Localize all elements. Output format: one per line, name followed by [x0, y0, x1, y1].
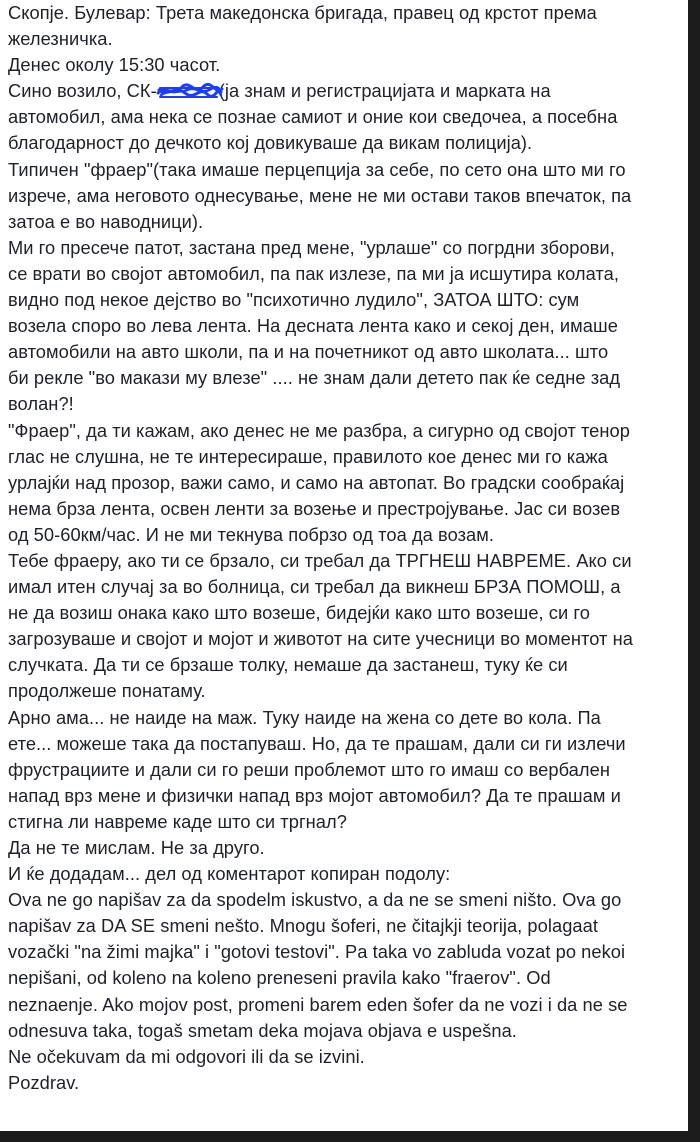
post-line: се врати во својот автомобил, па пак излезе, па ми ја исшутира колата,	[8, 262, 619, 284]
post-line-prefix: Сино возило, СК-	[8, 80, 157, 102]
post-line: затоа е во наводници).	[8, 210, 204, 232]
post-line: ете... можеше така да постапуваш. Но, да те прашам, дали си ги излечи	[8, 732, 626, 754]
post-line: Ми го пресече патот, застана пред мене, "урлаше" со погрдни зборови,	[8, 236, 615, 258]
post-line: Скопје. Булевар: Трета македонска бригада, правец од крстот према	[8, 2, 597, 23]
post-line: Денес околу 15:30 часот.	[8, 54, 221, 76]
post-text	[8, 0, 686, 1096]
post-line: изрече, ама неговото однесување, мене не ми остави таков впечаток, па	[8, 184, 632, 206]
post-line: nepišani, od koleno na koleno preneseni pravila kako "fraerov". Od	[8, 967, 551, 989]
post-line: возела споро во лева лента. На десната лента како и секој ден, имаше	[8, 315, 618, 337]
post-line: Да не те мислам. Не за друго.	[8, 837, 265, 858]
post-line: фрустрациите и дали си го реши проблемот што го имаш со вербален	[8, 758, 610, 780]
post-line: благодарност до дечкото кој довикуваше да викам полиција).	[8, 132, 533, 154]
frame-right-edge	[688, 0, 700, 1142]
post-line: odnesuva taka, togaš smetam deka mojava objava e uspešna.	[8, 1019, 517, 1041]
post-line: продолжеше понатаму.	[8, 680, 206, 702]
post-line: napišav za DA SE smeni nešto. Mnogu šoferi, ne čitajkji teorija, polagaat	[8, 915, 598, 937]
post-line: нема брза лента, освен ленти за возење и престројување. Јас си возев	[8, 497, 621, 519]
post-line: Тебе фраеру, ако ти се брзало, си требал да ТРГНЕШ НАВРЕМЕ. Ако си	[8, 549, 632, 571]
post-line: neznaenje. Ako mojov post, promeni barem eden šofer da ne vozi i da ne se	[8, 993, 628, 1015]
post-line-redacted	[8, 78, 686, 104]
post-line: би рекле "во макази му влезе" .... не знам дали детето пак ќе седне зад	[8, 367, 621, 389]
post-line: урлајќи над прозор, важи само, и само на автопат. Во градски сообраќај	[8, 471, 625, 493]
post-line: Арно ама... не наиде на маж. Туку наиде на жена со дете во кола. Па	[8, 706, 601, 728]
post-line: имал итен случај за во болница, си требал да викнеш БРЗА ПОМОШ, а	[8, 576, 621, 598]
post-line: видно под некое дејство во "психотично лудило", ЗАТОА ШТО: сум	[8, 289, 580, 311]
post-line: случката. Да ти се брзаше толку, немаше да застанеш, туку ќе си	[8, 654, 568, 676]
post-line: Pozdrav.	[8, 1071, 80, 1093]
post-line-suffix: (ја знам и регистрацијата и марката на	[218, 80, 551, 102]
post-line: Ne očekuvam da mi odgovori ili da se izvini.	[8, 1045, 365, 1067]
post-line: vozački "na žimi majka" i "gotovi testovi". Pa taka vo zabluda vozat po nekoi	[8, 941, 626, 963]
post-line: автомобил, ама нека се познае самиот и оние кои сведочеа, а посебна	[8, 106, 618, 128]
post-line: Ova ne go napišav za da spodelm iskustvo, a da ne se smeni ništo. Ova go	[8, 889, 622, 911]
post-line: глас не слушна, не те интересираше, правилото кое денес ми го кажа	[8, 445, 608, 467]
post-line: стигна ли навреме каде што си тргнал?	[8, 810, 347, 832]
post-line: од 50-60км/час. И не ми текнува побрзо од тоа да возам.	[8, 523, 494, 545]
post-line: "Фраер", да ти кажам, ако денес не ме разбра, а сигурно од својот тенор	[8, 419, 630, 441]
post-line: не да возиш онака како што возеше, бидејќи како што возеше, си го	[8, 602, 590, 624]
post-line: загрозуваше и својот и мојот и животот на сите учесници во моментот на	[8, 628, 633, 650]
post-line: волан?!	[8, 393, 74, 415]
post-line: автомобили на авто школи, па и на почетникот од авто школата... што	[8, 341, 609, 363]
frame-bottom-edge	[0, 1131, 700, 1142]
redaction-scribble-icon	[157, 83, 219, 99]
post-line: железничка.	[8, 28, 113, 50]
post-line: Типичен "фраер"(така имаше перцепција за себе, по сето она што ми го	[8, 158, 626, 180]
post-line: напад врз мене и физички напад врз мојот автомобил? Да те прашам и	[8, 784, 621, 806]
post-line: И ќе додадам... дел од коментарот копиран подолу:	[8, 863, 451, 885]
